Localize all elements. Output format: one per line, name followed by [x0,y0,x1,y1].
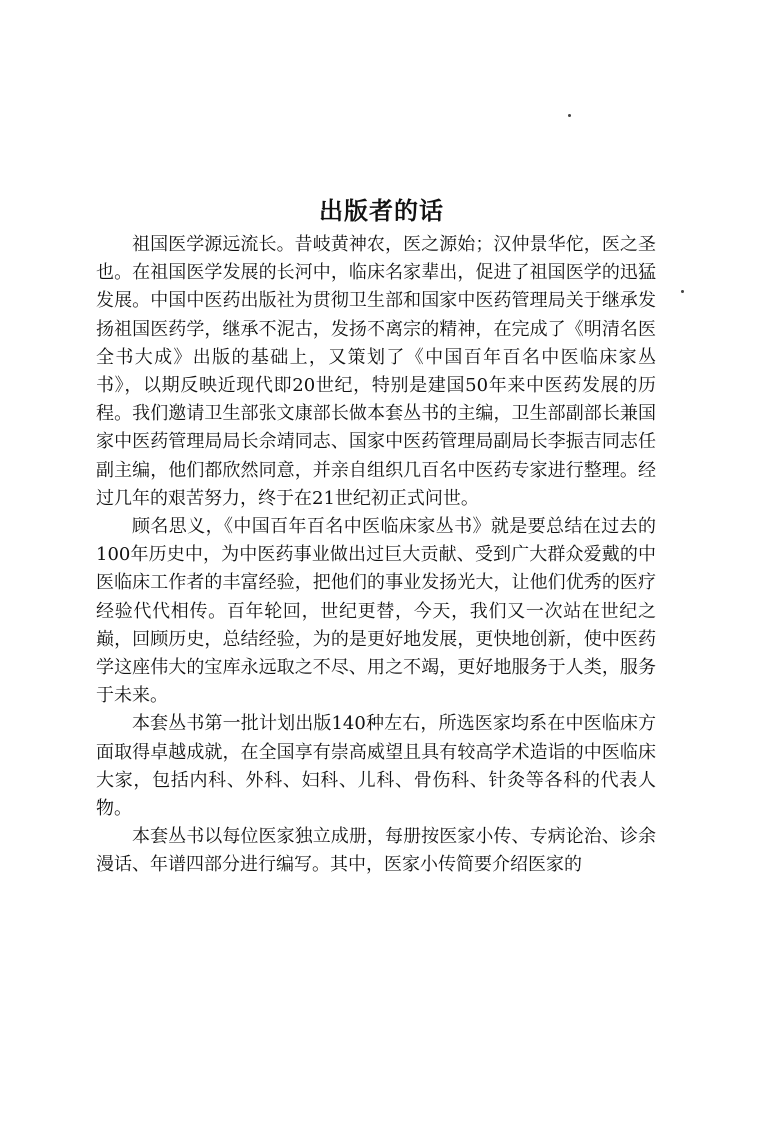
paragraph: 本套丛书以每位医家独立成册，每册按医家小传、专病论治、诊余漫话、年谱四部分进行编写。其中，医家小传简要介绍医家的 [96,826,656,876]
scan-speck [568,114,571,117]
page-title: 出版者的话 [319,197,444,226]
body-text [96,231,656,880]
paragraph: 本套丛书第一批计划出版140种左右，所选医家均系在中医临床方面取得卓越成就，在全国享有崇高威望且具有较高学术造诣的中医临床大家，包括内科、外科、妇科、儿科、骨伤科、针灸等各科的代表人物。 [96,713,656,820]
scan-speck [681,290,684,293]
paragraph: 顾名思义，《中国百年百名中医临床家丛书》就是要总结在过去的100年历史中，为中医药事业做出过巨大贡献、受到广大群众爱戴的中医临床工作者的丰富经验，把他们的事业发扬光大，让他们优秀的医疗经验代代相传。百年轮回，世纪更替，今天，我们又一次站在世纪之巅，回顾历史，总结经验，为的是更好地发展，更快地创新，使中医药学这座伟大的宝库永远取之不尽、用之不竭，更好地服务于人类，服务于未来。 [96,516,656,707]
paragraph: 祖国医学源远流长。昔岐黄神农，医之源始；汉仲景华佗，医之圣也。在祖国医学发展的长河中，临床名家辈出，促进了祖国医学的迅猛发展。中国中医药出版社为贯彻卫生部和国家中医药管理局关于继承发扬祖国医药学，继承不泥古，发扬不离宗的精神，在完成了《明清名医全书大成》出版的基础上，又策划了《中国百年百名中医临床家丛书》，以期反映近现代即20世纪，特别是建国50年来中医药发展的历程。我们邀请卫生部张文康部长做本套丛书的主编，卫生部副部长兼国家中医药管理局局长佘靖同志、国家中医药管理局副局长李振吉同志任副主编，他们都欣然同意，并亲自组织几百名中医药专家进行整理。经过几年的艰苦努力，终于在21世纪初正式问世。 [96,234,656,509]
